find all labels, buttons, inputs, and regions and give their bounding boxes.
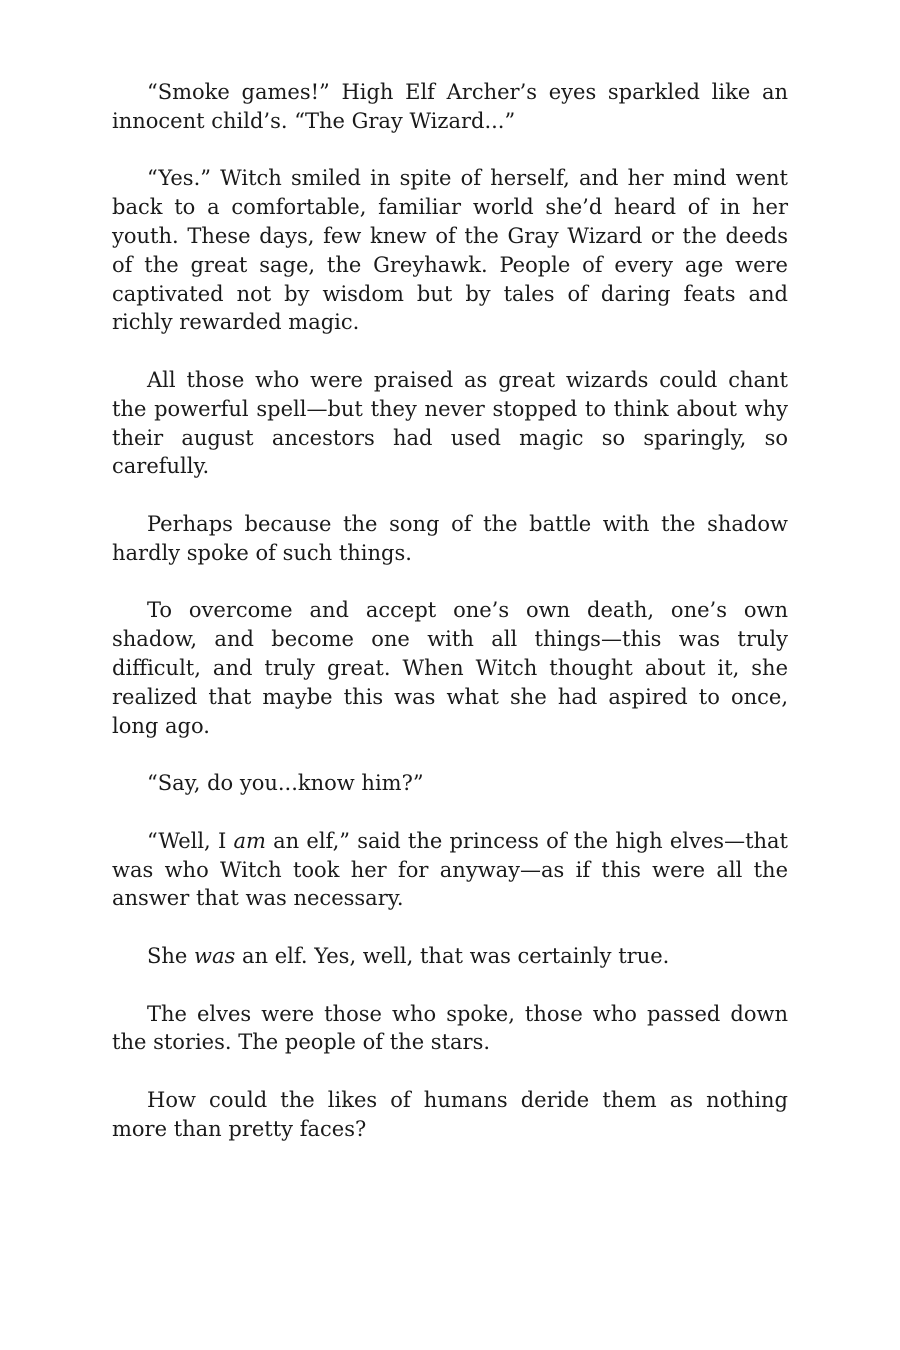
paragraph-overcome-death: To overcome and accept one’s own death, one’s own shadow, and become one with all things—this was truly difficult, and truly great. When Witch thought about it, she realized that maybe this was what she had aspired to once, long ago. (112, 598, 788, 738)
text-run: “Well, I (147, 828, 234, 853)
emphasis-text: am (233, 828, 266, 853)
paragraph-i-am-an-elf (112, 827, 788, 913)
paragraph-great-wizards: All those who were praised as great wizards could chant the powerful spell—but they never stopped to think about why their august ancestors had used magic so sparingly, so carefully. (112, 367, 788, 479)
paragraph-elves-spoke: The elves were those who spoke, those who passed down the stories. The people of the stars. (112, 1001, 788, 1055)
emphasis-text: was (194, 943, 236, 968)
paragraph-smoke-games: “Smoke games!” High Elf Archer’s eyes sparkled like an innocent child’s. “The Gray Wizard...” (112, 80, 788, 133)
text-run: an elf,” said the princess of the high elves—that was who Witch took her for anyway—as if this were all the answer that was necessary. (112, 828, 788, 911)
text-run: an elf. Yes, well, that was certainly true. (235, 943, 670, 968)
paragraph-witch-smiled: “Yes.” Witch smiled in spite of herself, and her mind went back to a comfortable, familiar world she’d heard of in her youth. These days, few knew of the Gray Wizard or the deeds of the great sage, the Greyhawk. People of every age were captivated not by wisdom but by tales of daring feats and richly rewarded magic. (112, 166, 788, 335)
paragraph-she-was-an-elf (112, 942, 788, 971)
paragraph-song-of-battle: Perhaps because the song of the battle with the shadow hardly spoke of such things. (112, 511, 788, 565)
book-page (112, 78, 788, 1143)
paragraph-know-him: “Say, do you...know him?” (147, 771, 424, 796)
text-run: She (147, 943, 195, 968)
paragraph-pretty-faces: How could the likes of humans deride them as nothing more than pretty faces? (112, 1087, 788, 1141)
